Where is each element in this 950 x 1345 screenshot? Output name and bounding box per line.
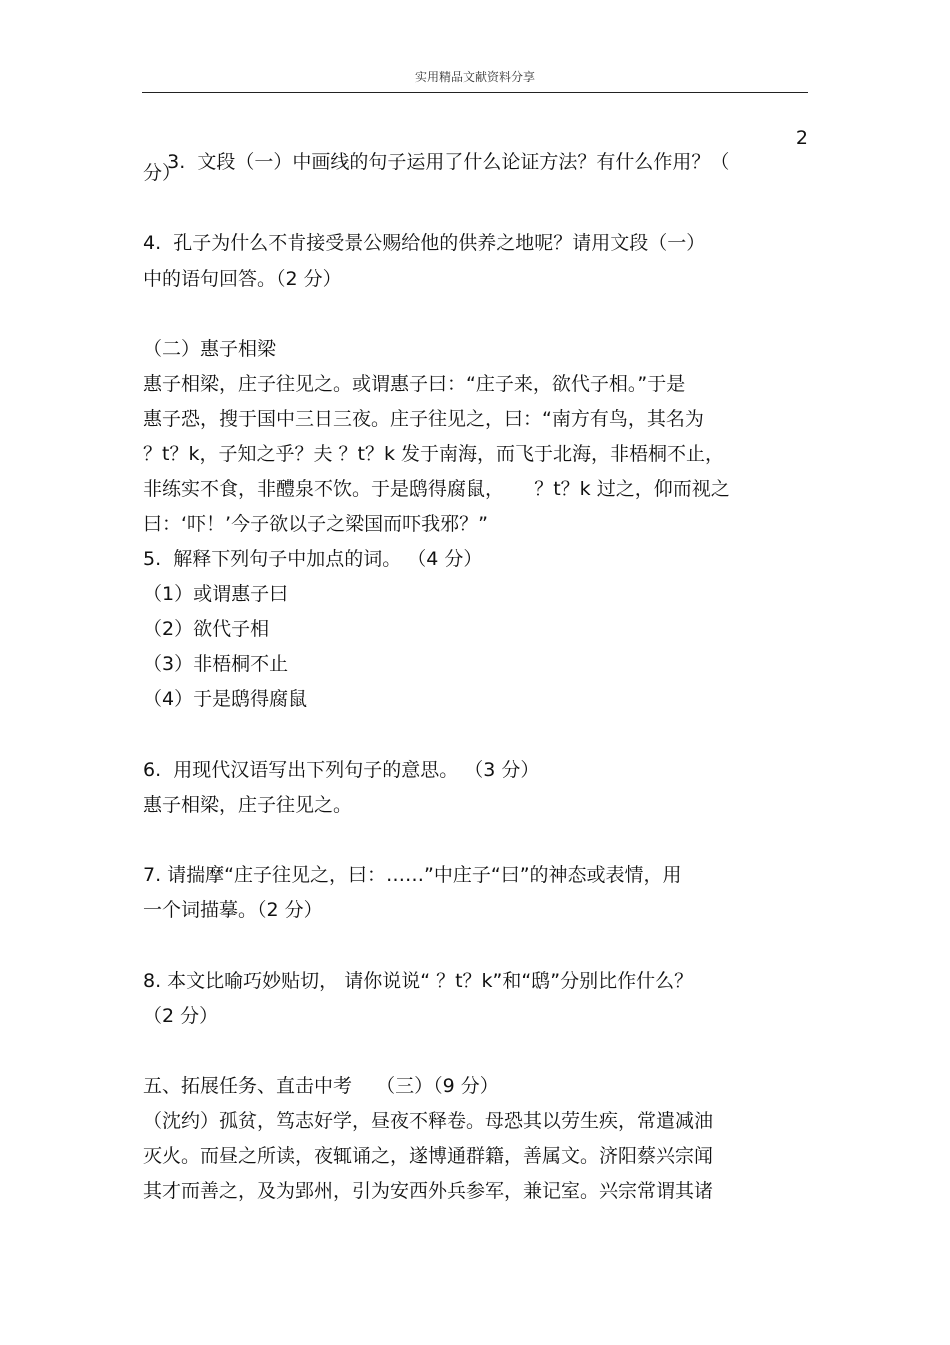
page-header: [142, 62, 808, 93]
question-5-item-1: （1）或谓惠子曰: [143, 583, 289, 605]
question-8-line-2: （2 分）: [143, 1005, 219, 1027]
passage-3-line-1: （沈约）孤贫，笃志好学，昼夜不释卷。母恐其以劳生疾，常遣减油: [143, 1110, 714, 1132]
question-3-line-2: 分）: [143, 162, 182, 184]
question-5-item-4: （4）于是鸱得腐鼠: [143, 688, 308, 710]
passage-line-5: 曰：‘吓！’今子欲以子之梁国而吓我邪？”: [143, 513, 488, 535]
question-5-item-3: （3）非梧桐不止: [143, 653, 289, 675]
passage-3-line-2: 灭火。而昼之所读，夜辄诵之，遂博通群籍，善属文。济阳蔡兴宗闻: [143, 1145, 714, 1167]
question-3-text: 3. 文段（一）中画线的句子运用了什么论证方法？有什么作用？（: [167, 151, 730, 173]
section-title-extension: 五、拓展任务、直击中考 （三）（9 分）: [143, 1075, 499, 1097]
question-4-line-2: 中的语句回答。（2 分）: [143, 268, 342, 290]
question-6-sentence: 惠子相梁，庄子往见之。: [143, 794, 353, 816]
header-title: 实用精品文献资料分享: [414, 70, 535, 84]
question-7-line-2: 一个词描摹。（2 分）: [143, 899, 323, 921]
question-3-line-1: [143, 126, 808, 222]
passage-3-line-3: 其才而善之，及为郢州，引为安西外兵参军，兼记室。兴宗常谓其诸: [143, 1180, 714, 1202]
passage-line-2: 惠子恐，搜于国中三日三夜。庄子往见之，曰：“南方有鸟，其名为: [143, 408, 704, 430]
question-3-score: 2: [795, 127, 808, 149]
question-5-item-2: （2）欲代子相: [143, 618, 270, 640]
question-7-line-1: 7. 请揣摩“庄子往见之，曰：……”中庄子“曰”的神态或表情，用: [143, 864, 682, 886]
question-8-line-1: 8. 本文比喻巧妙贴切， 请你说说“ ？t？k”和“鸱”分别比作什么？: [143, 970, 694, 992]
question-6: 6. 用现代汉语写出下列句子的意思。 （3 分）: [143, 759, 540, 781]
passage-line-1: 惠子相梁，庄子往见之。或谓惠子曰：“庄子来，欲代子相。”于是: [143, 373, 686, 395]
question-5: 5. 解释下列句子中加点的词。 （4 分）: [143, 548, 483, 570]
passage-line-3: ？t？k，子知之乎？夫 ？t？k 发于南海，而飞于北海，非梧桐不止，: [143, 443, 724, 465]
passage-line-4: 非练实不食，非醴泉不饮。于是鸱得腐鼠， ？t？k 过之，仰而视之: [143, 478, 730, 500]
question-4-line-1: 4. 孔子为什么不肯接受景公赐给他的供养之地呢？请用文段（一）: [143, 232, 706, 254]
section-title-huizi: （二）惠子相梁: [143, 338, 277, 360]
